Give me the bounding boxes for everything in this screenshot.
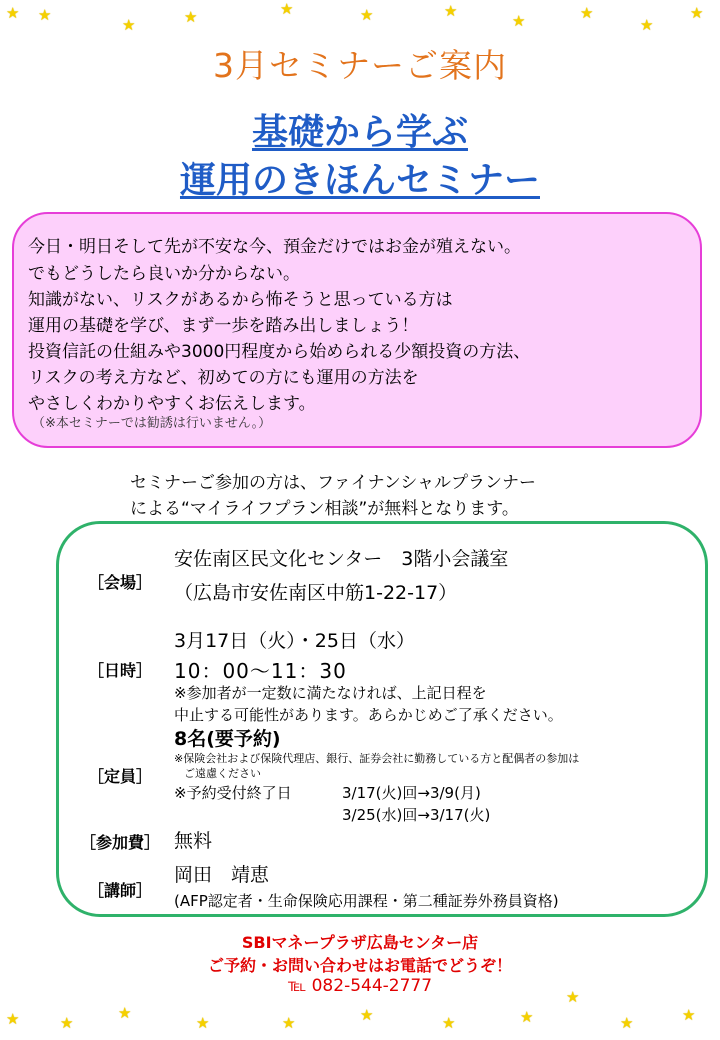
deadline-label: ※予約受付終了日 <box>174 784 292 802</box>
datetime-note-2: 中止する可能性があります。あらかじめご了承ください。 <box>174 706 563 724</box>
star-icon: ★ <box>122 16 136 34</box>
star-icon: ★ <box>196 1014 210 1032</box>
star-icon: ★ <box>360 6 374 24</box>
intro-line: 今日・明日そして先が不安な今、預金だけではお金が殖えない。 <box>28 237 521 257</box>
seminar-time: 10：00～11：30 <box>174 659 347 683</box>
star-icon: ★ <box>444 2 458 20</box>
capacity-note-1: ※保険会社および保険代理店、銀行、証券会社に勤務している方と配偶者の参加は <box>174 752 580 765</box>
intro-line: やさしくわかりやすくお伝えします。 <box>28 394 316 414</box>
fee-label: ［参加費］ <box>80 833 161 852</box>
star-icon: ★ <box>442 1014 456 1032</box>
star-icon: ★ <box>620 1014 634 1032</box>
fee-value: 無料 <box>174 830 213 852</box>
star-icon: ★ <box>512 12 526 30</box>
intro-line: 知識がない、リスクがあるから怖そうと思っている方は <box>28 290 453 310</box>
benefit-line-2: による“マイライフプラン相談”が無料となります。 <box>130 499 519 519</box>
intro-line: でもどうしたら良いか分からない。 <box>28 264 300 284</box>
star-icon: ★ <box>360 1006 374 1024</box>
star-icon: ★ <box>520 1008 534 1026</box>
deadline-second-session: 3/25(水)回→3/17(火) <box>342 806 491 824</box>
shop-name: SBIマネープラザ広島センター店 <box>241 933 479 952</box>
page-title: 3月セミナーご案内 <box>213 46 507 85</box>
star-icon: ★ <box>38 6 52 24</box>
star-icon: ★ <box>682 1006 696 1024</box>
benefit-line-1: セミナーご参加の方は、ファイナンシャルプランナー <box>130 473 537 493</box>
star-icon: ★ <box>640 16 654 34</box>
intro-line: リスクの考え方など、初めての方にも運用の方法を <box>28 368 419 388</box>
star-icon: ★ <box>566 988 580 1006</box>
lecturer-name: 岡田 靖恵 <box>174 864 270 886</box>
capacity-label: ［定員］ <box>88 767 153 786</box>
phone-number[interactable]: ℡ 082-544-2777 <box>287 976 433 996</box>
venue-label: ［会場］ <box>88 573 153 592</box>
lecturer-label: ［講師］ <box>88 881 153 900</box>
venue-address: （広島市安佐南区中筋1-22-17） <box>174 582 458 604</box>
seminar-title-line-2: 運用のきほんセミナー <box>179 160 540 201</box>
capacity-note-2: ご遠慮ください <box>184 767 261 780</box>
intro-line: 運用の基礎を学び、まず一歩を踏み出しましょう！ <box>28 316 419 336</box>
star-icon: ★ <box>118 1004 132 1022</box>
datetime-label: ［日時］ <box>88 661 153 680</box>
star-icon: ★ <box>60 1014 74 1032</box>
contact-cta: ご予約・お問い合わせはお電話でどうぞ！ <box>207 956 512 975</box>
intro-line: 投資信託の仕組みや3000円程度から始められる少額投資の方法、 <box>28 342 531 362</box>
datetime-note-1: ※参加者が一定数に満たなければ、上記日程を <box>174 684 487 702</box>
no-solicitation-note: （※本セミナーでは勧誘は行いません。） <box>32 416 272 431</box>
capacity-count: 8名(要予約) <box>174 728 281 750</box>
seminar-title-line-1: 基礎から学ぶ <box>251 112 468 153</box>
star-icon: ★ <box>282 1014 296 1032</box>
deadline-first-session: 3/17(火)回→3/9(月) <box>342 784 481 802</box>
star-icon: ★ <box>690 4 704 22</box>
star-icon: ★ <box>580 4 594 22</box>
venue-name: 安佐南区民文化センター 3階小会議室 <box>174 548 509 570</box>
star-icon: ★ <box>184 8 198 26</box>
star-icon: ★ <box>280 0 294 18</box>
seminar-dates: 3月17日（火）・25日（水） <box>174 630 415 652</box>
lecturer-qualifications: (AFP認定者・生命保険応用課程・第二種証券外務員資格) <box>174 892 559 910</box>
star-icon: ★ <box>6 4 20 22</box>
star-icon: ★ <box>6 1010 20 1028</box>
